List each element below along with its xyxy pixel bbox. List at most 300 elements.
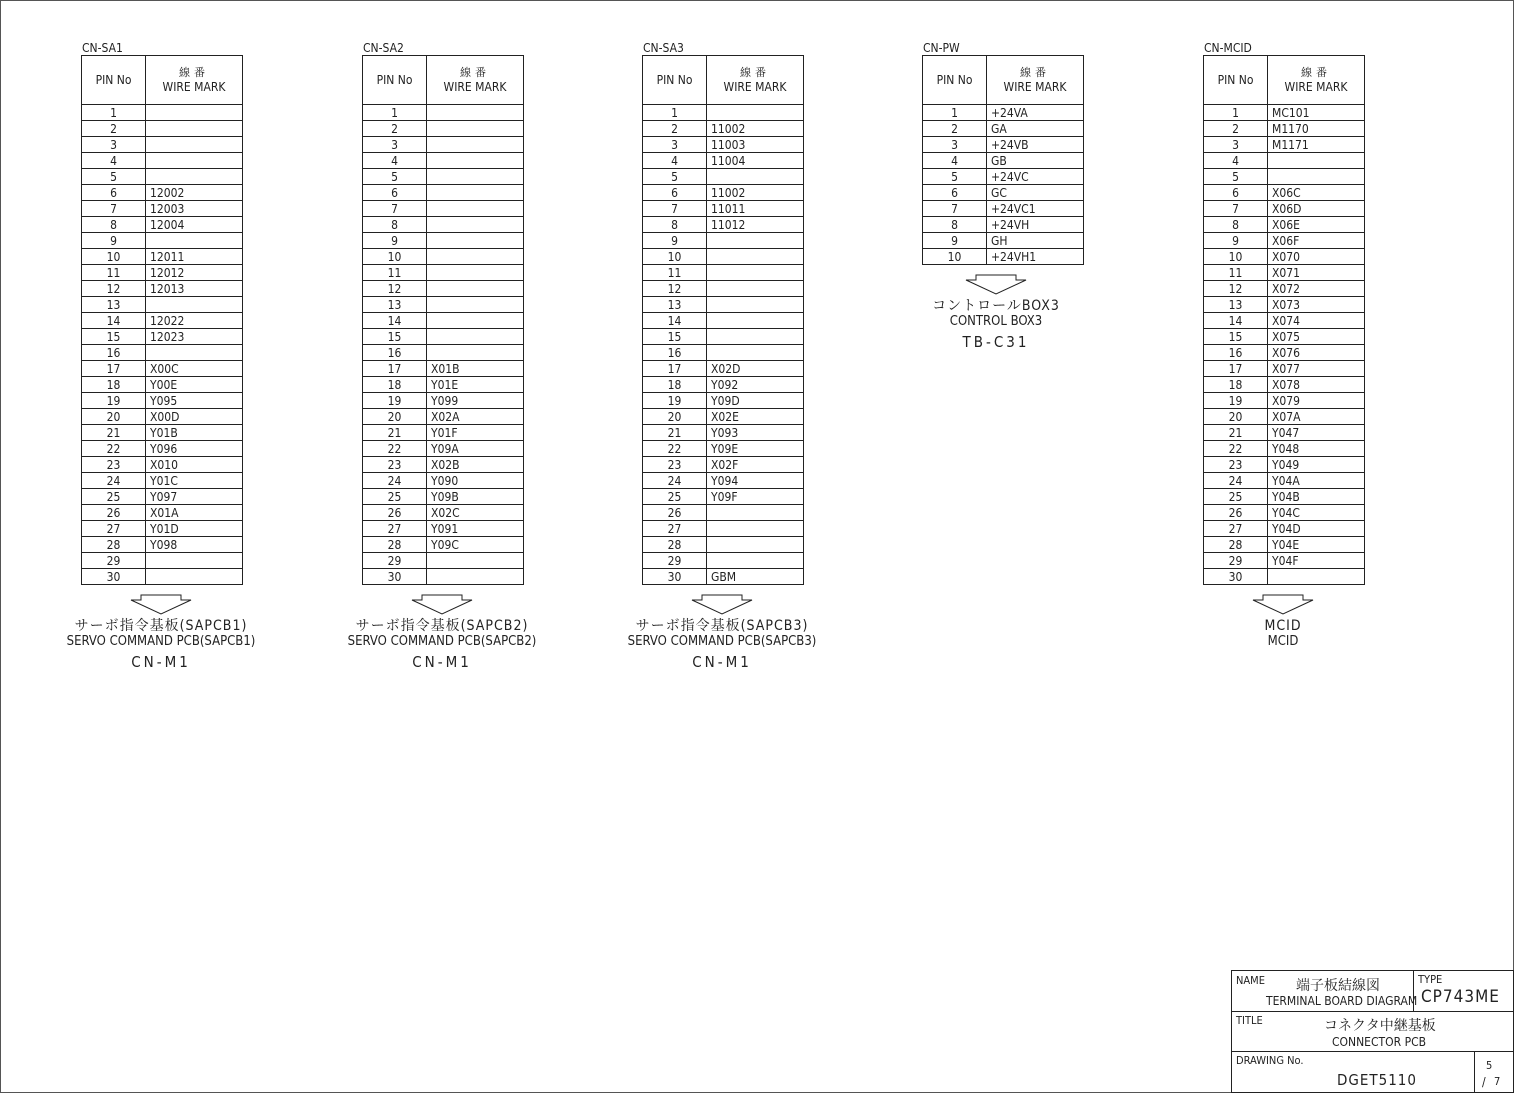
- wire-mark: MC101: [1268, 105, 1365, 121]
- table-row: [1204, 297, 1365, 313]
- wire-mark: [146, 121, 243, 137]
- pin-number: 24: [643, 473, 707, 489]
- wire-mark: [146, 569, 243, 585]
- table-row: [643, 489, 804, 505]
- destination-connector: TB-C31: [962, 333, 1030, 351]
- wire-mark: Y01B: [146, 425, 243, 441]
- table-row: [363, 441, 524, 457]
- table-row: [82, 425, 243, 441]
- table-row: [1204, 393, 1365, 409]
- wire-mark-header-en: WIRE MARK: [162, 80, 226, 94]
- wire-mark: [707, 505, 804, 521]
- table-row: [643, 281, 804, 297]
- table-row: [1204, 169, 1365, 185]
- pin-number: 6: [1204, 185, 1268, 201]
- pin-number: 11: [643, 265, 707, 281]
- table-row: [82, 169, 243, 185]
- wire-mark: [427, 249, 524, 265]
- table-row: [82, 457, 243, 473]
- destination-name-en: CONTROL BOX3: [949, 314, 1043, 329]
- wire-mark: [427, 345, 524, 361]
- table-row: [363, 553, 524, 569]
- name-en: TERMINAL BOARD DIAGRAM: [1266, 994, 1418, 1008]
- pin-number: 9: [363, 233, 427, 249]
- wire-mark: Y092: [707, 377, 804, 393]
- table-row: [643, 441, 804, 457]
- title-jp: コネクタ中継基板: [1324, 1018, 1436, 1034]
- pin-table: [922, 55, 1084, 265]
- wire-mark: Y098: [146, 537, 243, 553]
- pin-number: 7: [363, 201, 427, 217]
- pin-number: 28: [1204, 537, 1268, 553]
- wire-mark: X074: [1268, 313, 1365, 329]
- table-row: [643, 233, 804, 249]
- pin-number: 5: [643, 169, 707, 185]
- wire-mark: Y04B: [1268, 489, 1365, 505]
- destination-name-en: SERVO COMMAND PCB(SAPCB2): [347, 634, 537, 649]
- table-row: [363, 265, 524, 281]
- wire-mark: X071: [1268, 265, 1365, 281]
- table-row: [643, 521, 804, 537]
- table-row: [643, 121, 804, 137]
- wire-mark: 11004: [707, 153, 804, 169]
- pin-number: 21: [363, 425, 427, 441]
- wire-mark-header-jp: 線番: [740, 66, 770, 79]
- wire-mark: [427, 105, 524, 121]
- pin-number: 13: [1204, 297, 1268, 313]
- wire-mark-header-jp: 線番: [179, 66, 209, 79]
- type-label: TYPE: [1418, 973, 1443, 986]
- wire-mark: Y048: [1268, 441, 1365, 457]
- pin-number: 17: [82, 361, 146, 377]
- name-label: NAME: [1236, 974, 1265, 987]
- wire-mark: [427, 313, 524, 329]
- table-row: [643, 105, 804, 121]
- destination-block: [846, 274, 1146, 352]
- destination-name-en: SERVO COMMAND PCB(SAPCB3): [627, 634, 817, 649]
- table-row: [923, 233, 1084, 249]
- wire-mark: [707, 297, 804, 313]
- wire-mark: [427, 265, 524, 281]
- pin-number: 1: [363, 105, 427, 121]
- wire-mark: X076: [1268, 345, 1365, 361]
- wire-mark: X07A: [1268, 409, 1365, 425]
- wire-mark: GBM: [707, 569, 804, 585]
- wire-mark: X06F: [1268, 233, 1365, 249]
- wire-mark: [427, 153, 524, 169]
- table-row: [1204, 505, 1365, 521]
- title-divider: [1232, 1051, 1513, 1052]
- wire-mark: Y09C: [427, 537, 524, 553]
- pin-number: 23: [1204, 457, 1268, 473]
- pin-number: 26: [363, 505, 427, 521]
- wire-mark: [427, 569, 524, 585]
- table-row: [363, 537, 524, 553]
- table-row: [1204, 569, 1365, 585]
- table-row: [1204, 281, 1365, 297]
- table-row: [82, 313, 243, 329]
- wire-mark: Y097: [146, 489, 243, 505]
- destination-name-en: SERVO COMMAND PCB(SAPCB1): [66, 634, 256, 649]
- wire-mark: Y04D: [1268, 521, 1365, 537]
- table-row: [82, 105, 243, 121]
- pin-number: 1: [1204, 105, 1268, 121]
- table-row: [643, 201, 804, 217]
- table-row: [1204, 377, 1365, 393]
- wire-mark: Y04A: [1268, 473, 1365, 489]
- wire-mark: Y01F: [427, 425, 524, 441]
- wire-mark: +24VC: [987, 169, 1084, 185]
- wire-mark: 11002: [707, 121, 804, 137]
- connector-label: CN-PW: [923, 41, 960, 55]
- pin-number: 10: [643, 249, 707, 265]
- pin-number: 15: [1204, 329, 1268, 345]
- table-row: [1204, 553, 1365, 569]
- wire-mark: +24VC1: [987, 201, 1084, 217]
- down-arrow-icon: [964, 274, 1028, 296]
- wire-mark: X010: [146, 457, 243, 473]
- pin-number: 22: [643, 441, 707, 457]
- pin-number: 7: [82, 201, 146, 217]
- pin-number: 13: [363, 297, 427, 313]
- table-row: [363, 201, 524, 217]
- pin-number: 26: [82, 505, 146, 521]
- pin-number: 23: [82, 457, 146, 473]
- wire-mark: X073: [1268, 297, 1365, 313]
- pin-number: 22: [363, 441, 427, 457]
- wire-mark: [427, 553, 524, 569]
- wire-mark: GA: [987, 121, 1084, 137]
- wire-mark: GC: [987, 185, 1084, 201]
- table-row: [643, 329, 804, 345]
- table-row: [923, 153, 1084, 169]
- pin-number: 4: [923, 153, 987, 169]
- table-row: [82, 153, 243, 169]
- pin-number: 24: [363, 473, 427, 489]
- table-row: [363, 185, 524, 201]
- table-row: [82, 233, 243, 249]
- pin-number: 10: [363, 249, 427, 265]
- pin-number: 2: [82, 121, 146, 137]
- table-row: [643, 409, 804, 425]
- table-row: [923, 169, 1084, 185]
- wire-mark: [707, 281, 804, 297]
- pin-number: 23: [643, 457, 707, 473]
- wire-mark: [1268, 153, 1365, 169]
- pin-number: 10: [923, 249, 987, 265]
- destination-block: [292, 594, 592, 672]
- pin-number: 8: [1204, 217, 1268, 233]
- table-row: [1204, 217, 1365, 233]
- wire-mark: 12022: [146, 313, 243, 329]
- pin-number: 12: [643, 281, 707, 297]
- destination-name-en: MCID: [1267, 634, 1299, 649]
- wire-mark: [427, 137, 524, 153]
- pin-number: 3: [923, 137, 987, 153]
- table-row: [1204, 201, 1365, 217]
- wire-mark-header-en: WIRE MARK: [1003, 80, 1067, 94]
- table-row: [363, 393, 524, 409]
- table-row: [363, 425, 524, 441]
- table-row: [363, 169, 524, 185]
- table-row: [82, 217, 243, 233]
- down-arrow-icon: [410, 594, 474, 616]
- table-row: [363, 473, 524, 489]
- wire-mark: M1171: [1268, 137, 1365, 153]
- pin-number: 11: [363, 265, 427, 281]
- wire-mark: M1170: [1268, 121, 1365, 137]
- wire-mark: Y09B: [427, 489, 524, 505]
- table-row: [923, 137, 1084, 153]
- pin-number: 26: [643, 505, 707, 521]
- destination-connector: CN-M1: [412, 653, 472, 671]
- wire-mark: +24VH: [987, 217, 1084, 233]
- pin-number: 11: [82, 265, 146, 281]
- table-row: [82, 281, 243, 297]
- pin-number: 21: [82, 425, 146, 441]
- wire-mark: Y09F: [707, 489, 804, 505]
- wire-mark: Y09A: [427, 441, 524, 457]
- wire-mark: X02B: [427, 457, 524, 473]
- table-row: [363, 505, 524, 521]
- pin-number: 15: [82, 329, 146, 345]
- wire-mark: 11011: [707, 201, 804, 217]
- wire-mark: [707, 105, 804, 121]
- destination-block: [11, 594, 311, 672]
- table-row: [1204, 137, 1365, 153]
- wire-mark: [427, 121, 524, 137]
- wire-mark: Y00E: [146, 377, 243, 393]
- wire-mark: [146, 345, 243, 361]
- pin-number: 3: [643, 137, 707, 153]
- wire-mark-header-en: WIRE MARK: [443, 80, 507, 94]
- table-row: [363, 281, 524, 297]
- pin-number: 1: [82, 105, 146, 121]
- pin-no-header: PIN No: [1204, 56, 1268, 105]
- table-row: [82, 473, 243, 489]
- pin-number: 13: [643, 297, 707, 313]
- table-row: [82, 345, 243, 361]
- table-row: [363, 137, 524, 153]
- connector-cn-sa2: [362, 41, 524, 585]
- pin-number: 5: [82, 169, 146, 185]
- wire-mark: Y094: [707, 473, 804, 489]
- pin-number: 3: [82, 137, 146, 153]
- wire-mark: [427, 201, 524, 217]
- pin-number: 24: [82, 473, 146, 489]
- table-row: [1204, 473, 1365, 489]
- pin-number: 7: [1204, 201, 1268, 217]
- wire-mark: [146, 553, 243, 569]
- wire-mark: Y091: [427, 521, 524, 537]
- wire-mark: [146, 169, 243, 185]
- pin-table: [642, 55, 804, 585]
- table-row: [643, 537, 804, 553]
- table-row: [1204, 249, 1365, 265]
- pin-number: 19: [363, 393, 427, 409]
- pin-number: 25: [82, 489, 146, 505]
- table-row: [82, 249, 243, 265]
- wire-mark: 11002: [707, 185, 804, 201]
- wire-mark: Y095: [146, 393, 243, 409]
- pin-number: 20: [643, 409, 707, 425]
- table-row: [1204, 121, 1365, 137]
- pin-no-header: PIN No: [363, 56, 427, 105]
- table-row: [82, 489, 243, 505]
- pin-number: 28: [643, 537, 707, 553]
- wire-mark: [427, 329, 524, 345]
- table-row: [82, 329, 243, 345]
- wire-mark: [427, 233, 524, 249]
- wire-mark: [707, 537, 804, 553]
- sheet-slash: /: [1482, 1075, 1486, 1089]
- connector-cn-pw: [922, 41, 1084, 265]
- table-row: [363, 297, 524, 313]
- pin-number: 25: [643, 489, 707, 505]
- pin-number: 27: [643, 521, 707, 537]
- destination-connector: CN-M1: [692, 653, 752, 671]
- wire-mark: 12012: [146, 265, 243, 281]
- table-row: [643, 553, 804, 569]
- pin-number: 26: [1204, 505, 1268, 521]
- connector-label: CN-SA1: [82, 41, 123, 55]
- table-row: [643, 313, 804, 329]
- table-row: [82, 441, 243, 457]
- pin-number: 15: [363, 329, 427, 345]
- wire-mark: Y090: [427, 473, 524, 489]
- sheet-number: 5: [1486, 1059, 1493, 1072]
- pin-number: 15: [643, 329, 707, 345]
- pin-number: 30: [363, 569, 427, 585]
- table-row: [363, 457, 524, 473]
- pin-table: [362, 55, 524, 585]
- down-arrow-icon: [690, 594, 754, 616]
- pin-number: 4: [1204, 153, 1268, 169]
- wire-mark-header-en: WIRE MARK: [1284, 80, 1348, 94]
- pin-number: 8: [82, 217, 146, 233]
- table-row: [643, 137, 804, 153]
- wire-mark: 12002: [146, 185, 243, 201]
- sheet-total: 7: [1494, 1075, 1501, 1088]
- table-row: [643, 297, 804, 313]
- pin-number: 23: [363, 457, 427, 473]
- pin-number: 6: [363, 185, 427, 201]
- pin-number: 4: [82, 153, 146, 169]
- pin-number: 9: [1204, 233, 1268, 249]
- wire-mark: Y01D: [146, 521, 243, 537]
- wire-mark: GH: [987, 233, 1084, 249]
- table-row: [82, 521, 243, 537]
- wire-mark-header: [427, 56, 524, 105]
- pin-number: 4: [643, 153, 707, 169]
- pin-number: 18: [1204, 377, 1268, 393]
- table-row: [643, 153, 804, 169]
- drawing-number: DGET5110: [1337, 1071, 1417, 1089]
- table-row: [1204, 313, 1365, 329]
- wire-mark: [707, 169, 804, 185]
- table-row: [923, 201, 1084, 217]
- table-row: [1204, 153, 1365, 169]
- wire-mark: Y04E: [1268, 537, 1365, 553]
- wire-mark: X06C: [1268, 185, 1365, 201]
- wire-mark: 12011: [146, 249, 243, 265]
- wire-mark: [427, 281, 524, 297]
- table-row: [643, 457, 804, 473]
- pin-number: 17: [1204, 361, 1268, 377]
- table-row: [363, 153, 524, 169]
- pin-number: 13: [82, 297, 146, 313]
- pin-number: 18: [82, 377, 146, 393]
- pin-no-header: PIN No: [643, 56, 707, 105]
- pin-number: 7: [923, 201, 987, 217]
- wire-mark: Y049: [1268, 457, 1365, 473]
- pin-number: 19: [82, 393, 146, 409]
- table-row: [363, 345, 524, 361]
- wire-mark: [707, 345, 804, 361]
- pin-number: 9: [82, 233, 146, 249]
- wire-mark: X077: [1268, 361, 1365, 377]
- wire-mark: +24VB: [987, 137, 1084, 153]
- pin-table: [1203, 55, 1365, 585]
- table-row: [82, 137, 243, 153]
- table-row: [643, 185, 804, 201]
- wire-mark: [427, 217, 524, 233]
- wire-mark: X02A: [427, 409, 524, 425]
- pin-no-header: PIN No: [82, 56, 146, 105]
- wire-mark: X01A: [146, 505, 243, 521]
- pin-number: 30: [643, 569, 707, 585]
- table-row: [363, 105, 524, 121]
- pin-number: 6: [923, 185, 987, 201]
- table-row: [363, 409, 524, 425]
- table-row: [82, 505, 243, 521]
- pin-number: 9: [643, 233, 707, 249]
- table-row: [643, 377, 804, 393]
- wire-mark: 12004: [146, 217, 243, 233]
- pin-number: 5: [923, 169, 987, 185]
- table-row: [82, 201, 243, 217]
- table-row: [363, 329, 524, 345]
- table-row: [1204, 409, 1365, 425]
- table-row: [1204, 521, 1365, 537]
- pin-number: 14: [643, 313, 707, 329]
- pin-number: 5: [363, 169, 427, 185]
- pin-number: 29: [1204, 553, 1268, 569]
- table-row: [923, 217, 1084, 233]
- pin-number: 14: [82, 313, 146, 329]
- table-row: [643, 217, 804, 233]
- wire-mark-header-jp: 線番: [460, 66, 490, 79]
- wire-mark: [707, 313, 804, 329]
- wire-mark: 11012: [707, 217, 804, 233]
- wire-mark: X00D: [146, 409, 243, 425]
- pin-number: 6: [643, 185, 707, 201]
- destination-name-jp: MCID: [1264, 618, 1302, 634]
- table-row: [1204, 441, 1365, 457]
- pin-number: 3: [363, 137, 427, 153]
- wire-mark: X070: [1268, 249, 1365, 265]
- table-row: [363, 489, 524, 505]
- wire-mark: +24VA: [987, 105, 1084, 121]
- wire-mark: X06D: [1268, 201, 1365, 217]
- wire-mark: [707, 521, 804, 537]
- table-row: [82, 361, 243, 377]
- pin-number: 20: [1204, 409, 1268, 425]
- table-row: [643, 169, 804, 185]
- title-en: CONNECTOR PCB: [1332, 1035, 1427, 1049]
- table-row: [1204, 345, 1365, 361]
- table-row: [643, 249, 804, 265]
